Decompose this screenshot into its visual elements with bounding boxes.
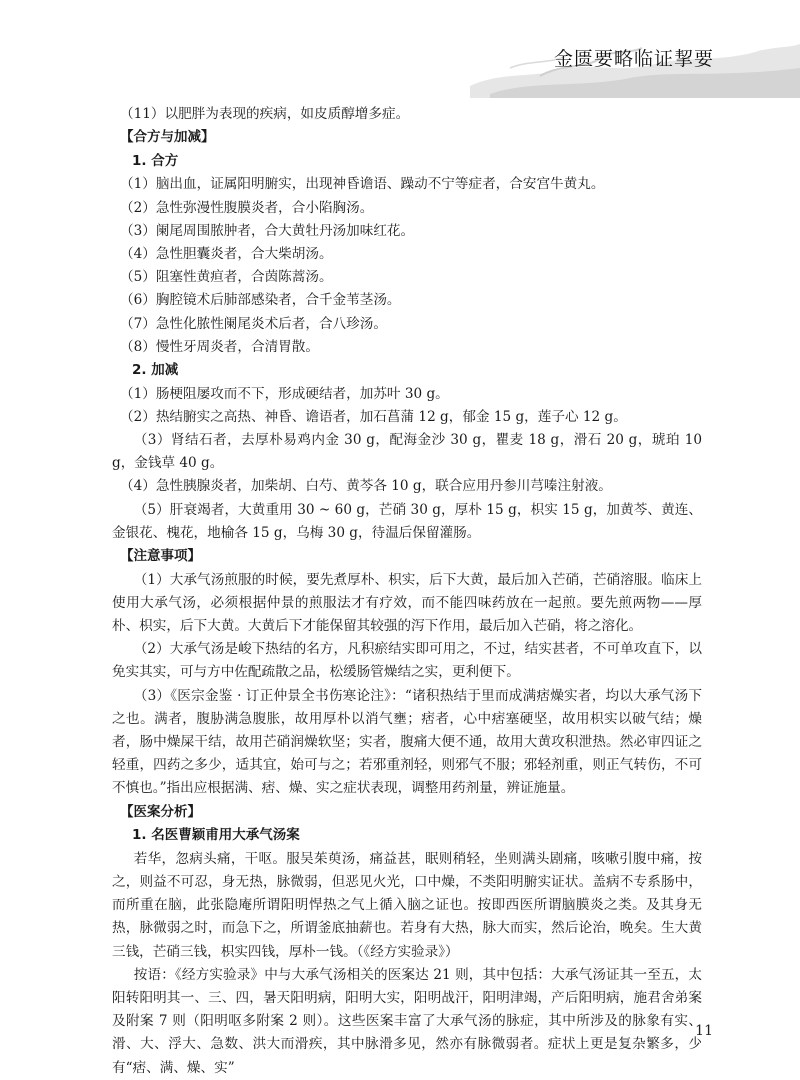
paragraph: （11）以肥胖为表现的疾病，如皮质醇增多症。 — [120, 106, 410, 122]
list-item: （4）急性胆囊炎者，合大柴胡汤。 — [120, 246, 333, 262]
section-heading-zhuyi: 【注意事项】 — [120, 548, 201, 565]
page-body — [112, 103, 702, 1080]
list-item: （4）急性胰腺炎者，加柴胡、白芍、黄芩各 10 g，联合应用丹参川芎嗪注射液。 — [120, 478, 612, 495]
page-number: 11 — [695, 1023, 713, 1039]
list-item: （1）脑出血，证属阳明腑实，出现神昏谵语、躁动不宁等症者，合安宫牛黄丸。 — [120, 176, 605, 193]
list-item: （7）急性化脓性阑尾炎术后者，合八珍汤。 — [120, 315, 387, 332]
paragraph: 若华，忽病头痛，干呕。服吴茱萸汤，痛益甚，眠则稍轻，坐则满头剧痛，咳嗽引腹中痛，按之，则益不可忍，身无热，脉微弱，但恶见火光，口中燥，不类阳明腑实证状。盖病不专系肠中，而所重在脑，此张隐庵所谓阳明悍热之气上循入脑之证也。按即西医所谓脑膜炎之类。及其身无热，脉微弱之时，而急下之，所谓釜底抽薪也。若身有大热，脉大而实，然后论治，晚矣。生大黄三钱，芒硝三钱，枳实四钱，厚朴一钱。（《经方实验录》） — [112, 850, 702, 960]
list-item: （6）胸腔镜术后肺部感染者，合千金苇茎汤。 — [120, 292, 401, 309]
list-item: （5）阻塞性黄疸者，合茵陈蒿汤。 — [120, 269, 333, 286]
subheading-hefang: 1. 合方 — [132, 152, 179, 169]
running-header-title: 金匮要略临证挈要 — [553, 48, 714, 70]
list-item: （2）急性弥漫性腹膜炎者，合小陷胸汤。 — [120, 199, 374, 216]
list-item: （1）肠梗阻屡攻而不下，形成硬结者，加苏叶 30 g。 — [120, 385, 449, 402]
subheading-case-1: 1. 名医曹颖甫用大承气汤案 — [132, 827, 300, 844]
list-item: （2）热结腑实之高热、神昏、谵语者，加石菖蒲 12 g，郁金 15 g，莲子心 12 g。 — [120, 408, 627, 425]
section-heading-hefang: 【合方与加减】 — [120, 129, 215, 146]
paragraph: （3）《医宗金鉴 · 订正仲景全书伤寒论注》：“诸积热结于里而成满痞燥实者，均以大承气汤下之也。满者，腹胁满急腹胀，故用厚朴以消气壅；痞者，心中痞塞硬坚，故用枳实以破气结；燥者，肠中燥屎干结，故用芒硝润燥软坚；实者，腹痛大便不通，故用大黄攻积泄热。然必审四证之轻重，四药之多少，适其宜，始可与之；若邪重剂轻，则邪气不服；邪轻剂重，则正气转伤，不可不慎也。”指出应根据满、痞、燥、实之症状表现，调整用药剂量，辨证施量。 — [112, 687, 702, 797]
paragraph: （1）大承气汤煎服的时候，要先煮厚朴、枳实，后下大黄，最后加入芒硝，芒硝溶服。临床上使用大承气汤，必须根据仲景的煎服法才有疗效，而不能四味药放在一起煎。要先煎两物——厚朴、枳实，后下大黄。大黄后下才能保留其较强的泻下作用，最后加入芒硝，将之溶化。 — [112, 571, 702, 635]
list-item: （5）肝衰竭者，大黄重用 30 ~ 60 g，芒硝 30 g，厚朴 15 g，枳实 15 g，加黄芩、黄连、金银花、槐花，地榆各 15 g，乌梅 30 g，待温后保留灌肠。 — [112, 501, 702, 541]
list-item: （8）慢性牙周炎者，合清胃散。 — [120, 338, 319, 355]
paragraph: （2）大承气汤是峻下热结的名方，凡积瘀结实即可用之，不过，结实甚者，不可单攻直下，以免实其实，可与方中佐配疏散之品，松缓肠管燥结之实，更利便下。 — [112, 641, 702, 681]
section-heading-yian: 【医案分析】 — [120, 803, 201, 820]
list-item: （3）阑尾周围脓肿者，合大黄牡丹汤加味红花。 — [120, 222, 415, 239]
paragraph: 按语：《经方实验录》中与大承气汤相关的医案达 21 则，其中包括：大承气汤证其一至五，太阳转阳明其一、三、四，暑天阳明病，阳明大实，阳明战汗，阳明津竭，产后阳明病，施君舍弟案及附案 7 则（阳明呕多附案 2 则）。这些医案丰富了大承气汤的脉症，其中所涉及的脉象有实、滑、大、浮大、急数、洪大而滑疾，其中脉滑多见，然亦有脉微弱者。症状上更是复杂繁多，少有“痞、满、燥、实” — [112, 966, 702, 1076]
subheading-jiajian: 2. 加减 — [132, 362, 179, 379]
list-item: （3）肾结石者，去厚朴易鸡内金 30 g，配海金沙 30 g，瞿麦 18 g，滑石 20 g，琥珀 10 g，金钱草 40 g。 — [112, 432, 702, 472]
